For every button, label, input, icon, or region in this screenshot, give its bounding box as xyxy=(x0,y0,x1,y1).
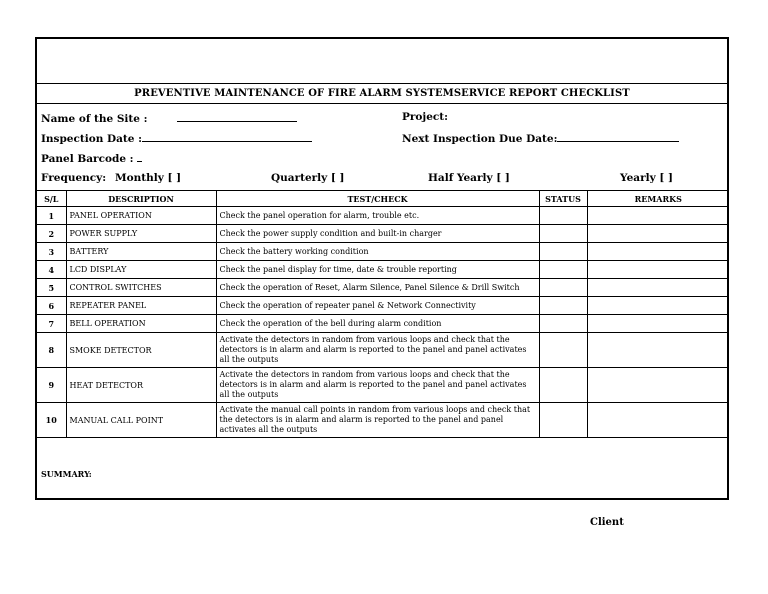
row-remarks-cell[interactable] xyxy=(587,315,729,333)
project-row xyxy=(402,111,448,123)
next-inspection-row xyxy=(402,131,679,145)
row-remarks-cell[interactable] xyxy=(587,368,729,403)
row-test: Check the panel operation for alarm, trouble etc. xyxy=(216,207,539,225)
row-sl: 5 xyxy=(37,279,66,297)
row-description: POWER SUPPLY xyxy=(66,225,216,243)
row-sl: 9 xyxy=(37,368,66,403)
row-status-cell[interactable] xyxy=(539,297,587,315)
table-row xyxy=(37,333,729,368)
row-sl: 1 xyxy=(37,207,66,225)
table-row xyxy=(37,261,729,279)
header-remarks: REMARKS xyxy=(587,191,729,207)
row-description: PANEL OPERATION xyxy=(66,207,216,225)
row-status-cell[interactable] xyxy=(539,225,587,243)
row-remarks-cell[interactable] xyxy=(587,333,729,368)
table-row xyxy=(37,279,729,297)
row-sl: 7 xyxy=(37,315,66,333)
checklist-table xyxy=(37,190,729,438)
header-description: DESCRIPTION xyxy=(66,191,216,207)
row-status-cell[interactable] xyxy=(539,315,587,333)
row-remarks-cell[interactable] xyxy=(587,297,729,315)
row-sl: 8 xyxy=(37,333,66,368)
next-inspection-field[interactable] xyxy=(557,131,679,142)
row-test: Check the power supply condition and built-in charger xyxy=(216,225,539,243)
header-test-check: TEST/CHECK xyxy=(216,191,539,207)
row-description: BATTERY xyxy=(66,243,216,261)
header-blank-area xyxy=(37,39,727,84)
checklist-sheet xyxy=(35,37,729,500)
barcode-row xyxy=(41,151,142,165)
frequency-monthly[interactable]: Monthly [ ] xyxy=(115,172,182,184)
summary-label: SUMMARY: xyxy=(41,469,92,479)
row-test: Check the battery working condition xyxy=(216,243,539,261)
row-test: Activate the manual call points in random from various loops and check that the detectors is in alarm and alarm is reported to the panel and panel activates all the outputs xyxy=(216,403,539,438)
inspection-row xyxy=(41,131,312,145)
table-row xyxy=(37,297,729,315)
row-description: BELL OPERATION xyxy=(66,315,216,333)
row-remarks-cell[interactable] xyxy=(587,279,729,297)
row-status-cell[interactable] xyxy=(539,207,587,225)
row-description: REPEATER PANEL xyxy=(66,297,216,315)
row-status-cell[interactable] xyxy=(539,403,587,438)
table-row xyxy=(37,315,729,333)
frequency-quarterly[interactable]: Quarterly [ ] xyxy=(271,172,345,184)
row-remarks-cell[interactable] xyxy=(587,261,729,279)
row-sl: 10 xyxy=(37,403,66,438)
header-sl: S/L xyxy=(37,191,66,207)
barcode-label: Panel Barcode : xyxy=(41,153,134,165)
row-remarks-cell[interactable] xyxy=(587,225,729,243)
row-remarks-cell[interactable] xyxy=(587,243,729,261)
table-row xyxy=(37,225,729,243)
row-sl: 4 xyxy=(37,261,66,279)
table-row xyxy=(37,207,729,225)
table-row xyxy=(37,368,729,403)
table-row xyxy=(37,243,729,261)
row-sl: 3 xyxy=(37,243,66,261)
row-test: Check the panel display for time, date & trouble reporting xyxy=(216,261,539,279)
inspection-date-field[interactable] xyxy=(142,131,312,142)
inspection-label: Inspection Date : xyxy=(41,133,142,145)
barcode-field[interactable] xyxy=(137,151,142,162)
project-label: Project: xyxy=(402,111,449,123)
header-status: STATUS xyxy=(539,191,587,207)
document-title: PREVENTIVE MAINTENANCE OF FIRE ALARM SYSTEMSERVICE REPORT CHECKLIST xyxy=(37,84,727,104)
row-sl: 2 xyxy=(37,225,66,243)
row-test: Check the operation of repeater panel & Network Connectivity xyxy=(216,297,539,315)
row-status-cell[interactable] xyxy=(539,243,587,261)
row-test: Check the operation of Reset, Alarm Silence, Panel Silence & Drill Switch xyxy=(216,279,539,297)
row-remarks-cell[interactable] xyxy=(587,207,729,225)
row-description: LCD DISPLAY xyxy=(66,261,216,279)
row-description: CONTROL SWITCHES xyxy=(66,279,216,297)
site-row xyxy=(41,111,297,125)
row-sl: 6 xyxy=(37,297,66,315)
table-row xyxy=(37,403,729,438)
row-status-cell[interactable] xyxy=(539,368,587,403)
info-section xyxy=(37,104,727,190)
row-test: Activate the detectors in random from various loops and check that the detectors is in alarm and alarm is reported to the panel and panel activates all the outputs xyxy=(216,333,539,368)
next-inspection-label: Next Inspection Due Date: xyxy=(402,133,558,145)
frequency-yearly[interactable]: Yearly [ ] xyxy=(620,172,673,184)
row-test: Check the operation of the bell during alarm condition xyxy=(216,315,539,333)
row-description: MANUAL CALL POINT xyxy=(66,403,216,438)
frequency-label: Frequency: xyxy=(41,172,107,184)
row-test: Activate the detectors in random from various loops and check that the detectors is in alarm and alarm is reported to the panel and panel activates all the outputs xyxy=(216,368,539,403)
row-status-cell[interactable] xyxy=(539,333,587,368)
client-label: Client xyxy=(590,517,624,528)
row-remarks-cell[interactable] xyxy=(587,403,729,438)
frequency-half-yearly[interactable]: Half Yearly [ ] xyxy=(428,172,510,184)
site-field[interactable] xyxy=(177,111,297,122)
table-header-row xyxy=(37,191,729,207)
row-description: SMOKE DETECTOR xyxy=(66,333,216,368)
row-description: HEAT DETECTOR xyxy=(66,368,216,403)
site-label: Name of the Site : xyxy=(41,113,148,125)
row-status-cell[interactable] xyxy=(539,261,587,279)
row-status-cell[interactable] xyxy=(539,279,587,297)
